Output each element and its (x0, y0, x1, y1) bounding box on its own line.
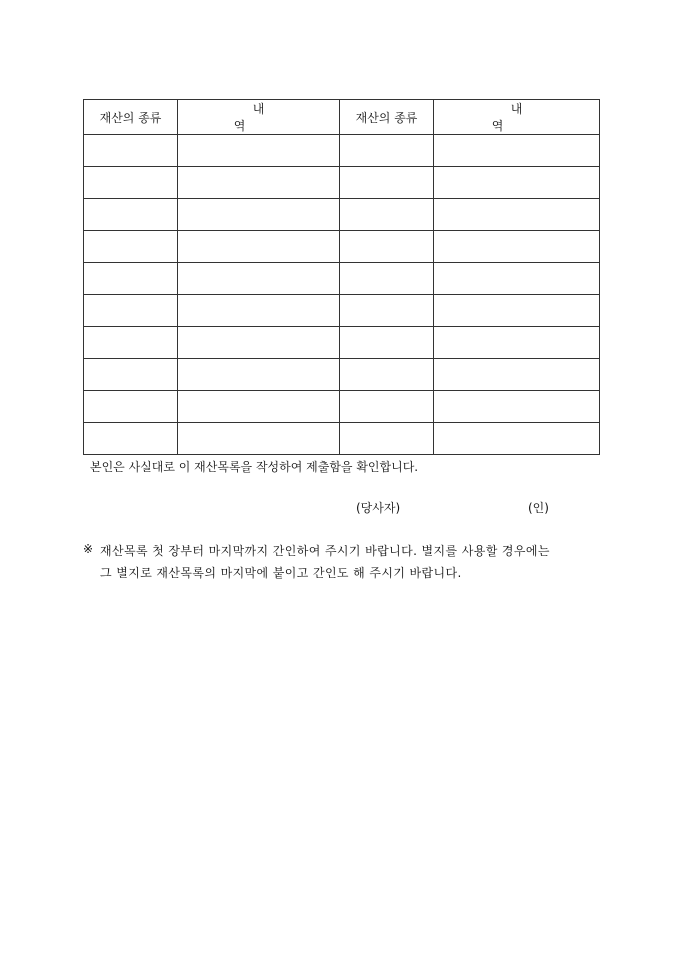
table-row (84, 167, 600, 199)
table-cell[interactable] (178, 231, 340, 263)
table-row (84, 263, 600, 295)
header-details-left: 내 역 (178, 100, 340, 135)
table-cell[interactable] (340, 359, 434, 391)
table-cell[interactable] (178, 295, 340, 327)
table-cell[interactable] (434, 391, 600, 423)
table-cell[interactable] (434, 423, 600, 455)
table-cell[interactable] (340, 263, 434, 295)
table-cell[interactable] (434, 167, 600, 199)
header-details-right: 내 역 (434, 100, 600, 135)
table-cell[interactable] (434, 231, 600, 263)
table-cell[interactable] (340, 135, 434, 167)
table-cell[interactable] (340, 327, 434, 359)
table-row (84, 135, 600, 167)
header-asset-type-left: 재산의 종류 (84, 100, 178, 135)
table-cell[interactable] (434, 327, 600, 359)
confirmation-statement: 본인은 사실대로 이 재산목록을 작성하여 제출함을 확인합니다. (90, 460, 419, 474)
table-row (84, 391, 600, 423)
table-cell[interactable] (340, 231, 434, 263)
table-cell[interactable] (84, 327, 178, 359)
party-label: (당사자) (356, 501, 401, 515)
table-cell[interactable] (434, 359, 600, 391)
table-cell[interactable] (340, 167, 434, 199)
table-cell[interactable] (434, 199, 600, 231)
table-cell[interactable] (340, 295, 434, 327)
table-cell[interactable] (178, 423, 340, 455)
table-cell[interactable] (84, 391, 178, 423)
table-row (84, 359, 600, 391)
table-cell[interactable] (340, 391, 434, 423)
table-cell[interactable] (178, 359, 340, 391)
table-cell[interactable] (340, 199, 434, 231)
seal-label: (인) (528, 501, 549, 515)
table-cell[interactable] (178, 167, 340, 199)
table-row (84, 199, 600, 231)
notice-line-1: 재산목록 첫 장부터 마지막까지 간인하여 주시기 바랍니다. 별지를 사용할 경우에는 (100, 544, 550, 558)
table-row (84, 423, 600, 455)
table-cell[interactable] (84, 295, 178, 327)
table-cell[interactable] (84, 231, 178, 263)
notice-reference-mark: ※ (83, 542, 94, 556)
table-cell[interactable] (340, 423, 434, 455)
table-cell[interactable] (434, 263, 600, 295)
table-cell[interactable] (84, 423, 178, 455)
asset-list-table (83, 99, 600, 455)
header-asset-type-right: 재산의 종류 (340, 100, 434, 135)
table-cell[interactable] (178, 391, 340, 423)
table-row (84, 327, 600, 359)
table-cell[interactable] (178, 263, 340, 295)
table-header-row (84, 100, 600, 135)
table-row (84, 295, 600, 327)
table-cell[interactable] (84, 199, 178, 231)
table-cell[interactable] (84, 263, 178, 295)
table-cell[interactable] (84, 167, 178, 199)
table-cell[interactable] (434, 135, 600, 167)
table-cell[interactable] (84, 359, 178, 391)
notice-line-2: 그 별지로 재산목록의 마지막에 붙이고 간인도 해 주시기 바랍니다. (100, 566, 462, 580)
table-cell[interactable] (178, 135, 340, 167)
table-body (84, 135, 600, 455)
table-cell[interactable] (178, 199, 340, 231)
table-cell[interactable] (434, 295, 600, 327)
table-cell[interactable] (178, 327, 340, 359)
table-row (84, 231, 600, 263)
table-cell[interactable] (84, 135, 178, 167)
